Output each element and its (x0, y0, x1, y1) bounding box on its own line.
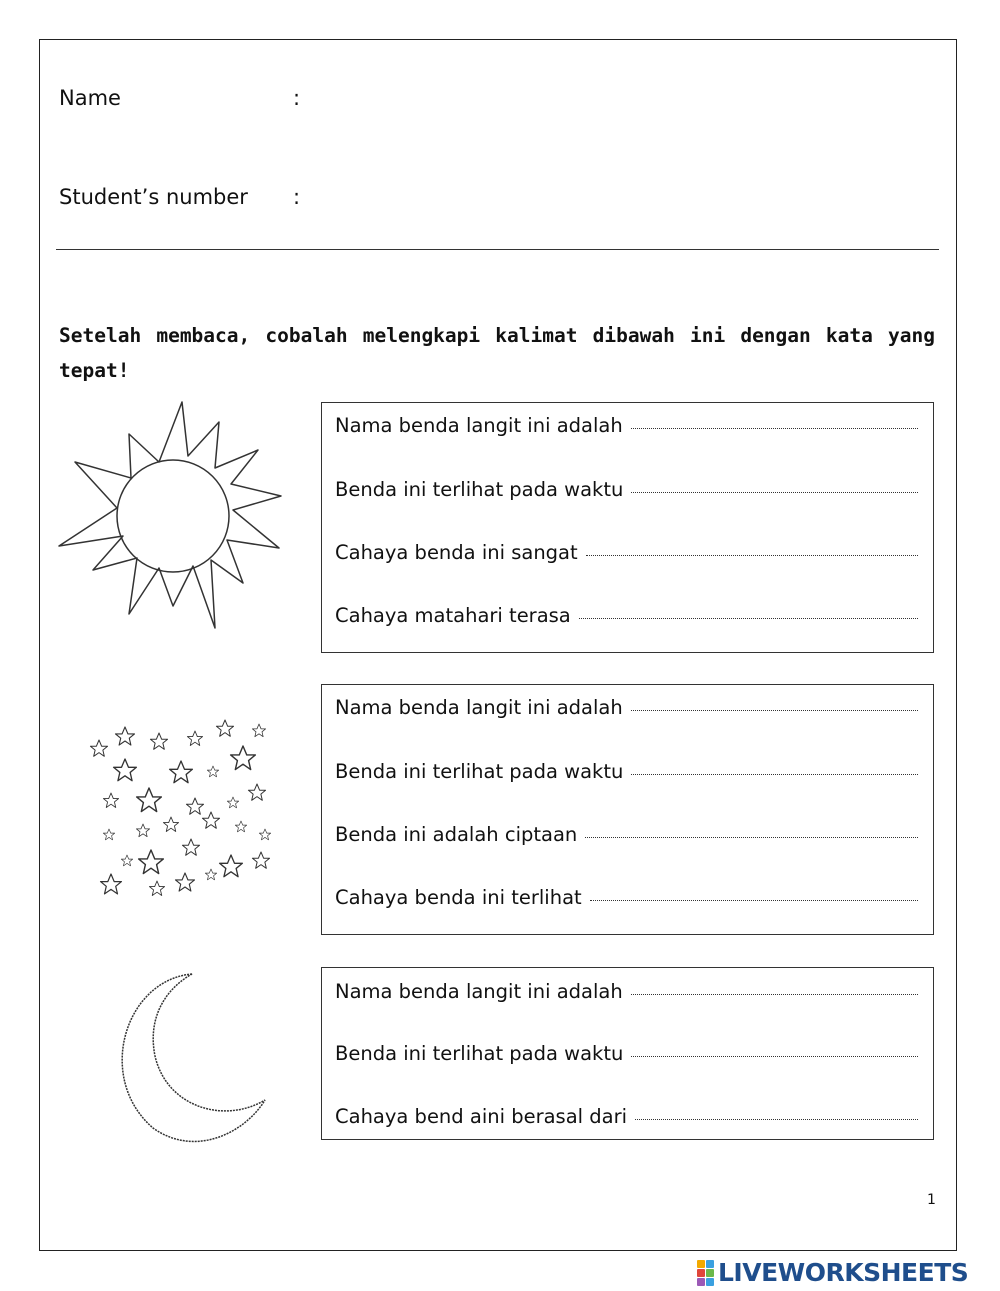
question-line (335, 478, 918, 501)
name-label: Name (59, 86, 121, 110)
question-text: Cahaya bend aini berasal dari (335, 1105, 628, 1128)
instruction-text: Setelah membaca, cobalah melengkapi kalimat dibawah ini dengan kata yang tepat! (59, 324, 935, 382)
logo-block (706, 1260, 714, 1268)
answer-blank[interactable] (631, 427, 918, 429)
logo-block (697, 1260, 705, 1268)
moon-crescent (122, 974, 265, 1141)
page-number: 1 (927, 1192, 936, 1208)
question-text: Cahaya benda ini terlihat (335, 886, 582, 909)
question-line (335, 886, 918, 909)
question-text: Benda ini terlihat pada waktu (335, 1042, 624, 1065)
answer-blank[interactable] (631, 709, 918, 711)
question-line (335, 760, 918, 783)
name-colon: : (293, 86, 301, 110)
question-line (335, 1105, 918, 1128)
answer-blank[interactable] (586, 554, 918, 556)
question-text: Benda ini terlihat pada waktu (335, 760, 624, 783)
student-number-label: Student’s number (59, 185, 248, 209)
question-line (335, 823, 918, 846)
logo-block (697, 1278, 705, 1286)
student-number-colon: : (293, 185, 301, 209)
liveworksheets-icon (697, 1260, 714, 1286)
answer-blank[interactable] (631, 993, 918, 995)
stars-illustration (85, 715, 280, 900)
question-text: Cahaya benda ini sangat (335, 541, 578, 564)
question-text: Nama benda langit ini adalah (335, 980, 623, 1003)
question-text: Nama benda langit ini adalah (335, 414, 623, 437)
question-text: Cahaya matahari terasa (335, 604, 571, 627)
answer-blank[interactable] (631, 491, 918, 493)
logo-block (706, 1278, 714, 1286)
logo-block (706, 1269, 714, 1277)
question-text: Nama benda langit ini adalah (335, 696, 623, 719)
question-text: Benda ini adalah ciptaan (335, 823, 578, 846)
brand-logo[interactable] (697, 1258, 968, 1287)
moon-illustration (105, 968, 275, 1148)
question-text: Benda ini terlihat pada waktu (335, 478, 624, 501)
question-line (335, 1042, 918, 1065)
answer-blank[interactable] (585, 836, 918, 838)
sun-rays (59, 402, 281, 628)
logo-block (697, 1269, 705, 1277)
sun-disc (117, 460, 229, 572)
answer-blank[interactable] (579, 617, 918, 619)
answer-blank[interactable] (631, 1055, 918, 1057)
answer-blank[interactable] (590, 899, 918, 901)
question-line (335, 980, 918, 1003)
answer-blank[interactable] (631, 773, 918, 775)
question-line (335, 696, 918, 719)
question-line (335, 414, 918, 437)
answer-blank[interactable] (635, 1118, 918, 1120)
brand-name: LIVEWORKSHEETS (718, 1258, 969, 1287)
header-divider (56, 249, 939, 250)
question-line (335, 541, 918, 564)
question-line (335, 604, 918, 627)
sun-illustration (55, 398, 287, 634)
